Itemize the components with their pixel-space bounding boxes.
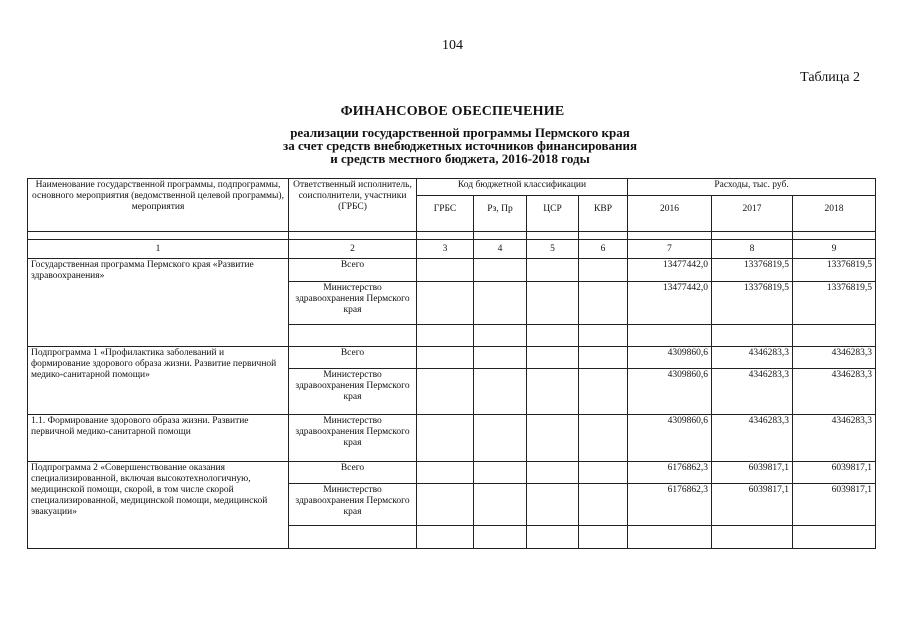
value-2016: 13477442,0: [628, 259, 712, 282]
table-row: [28, 415, 876, 462]
value-2018: 4346283,3: [793, 347, 876, 369]
program-name: Подпрограмма 2 «Совершенствование оказания специализированной, включая высокотехнологичную, медицинской помощи, скорой, в том числе скорой специализированной, медицинской помощи, медицинской эвакуации»: [28, 462, 289, 549]
col-number: 5: [527, 240, 579, 259]
value-2018: 13376819,5: [793, 259, 876, 282]
column-number-row: [28, 240, 876, 259]
value-2017: 6039817,1: [712, 484, 793, 526]
page-number: 104: [442, 38, 463, 53]
executor-cell: Министерство здравоохранения Пермского края: [289, 484, 417, 526]
col-number: 4: [474, 240, 527, 259]
header-kvr: КВР: [579, 196, 628, 232]
table-label: Таблица 2: [800, 70, 860, 85]
program-block: [28, 259, 876, 347]
executor-cell: Всего: [289, 462, 417, 484]
subtitle-line-2: за счет средств внебюджетных источников финансирования: [282, 138, 638, 153]
col-number: 9: [793, 240, 876, 259]
table-row: [28, 259, 876, 282]
value-2016: 4309860,6: [628, 369, 712, 415]
header-rz-pr: Рз, Пр: [474, 196, 527, 232]
value-2018: 13376819,5: [793, 282, 876, 325]
table-row: [28, 347, 876, 369]
value-2017: 6039817,1: [712, 462, 793, 484]
col-number: 8: [712, 240, 793, 259]
col-number: 2: [289, 240, 417, 259]
activity-block: [28, 415, 876, 462]
value-2016: 6176862,3: [628, 484, 712, 526]
table-row: [28, 462, 876, 484]
subprogram-block: [28, 462, 876, 549]
value-2016: 4309860,6: [628, 347, 712, 369]
executor-cell: Всего: [289, 347, 417, 369]
document-subtitle: [200, 126, 720, 165]
subtitle-line-3: и средств местного бюджета, 2016-2018 годы: [330, 151, 590, 166]
col-number: 1: [28, 240, 289, 259]
value-2017: 13376819,5: [712, 259, 793, 282]
header-grbs: ГРБС: [417, 196, 474, 232]
executor-cell: Всего: [289, 259, 417, 282]
header-budget-code: Код бюджетной классификации: [417, 179, 628, 196]
value-2018: 6039817,1: [793, 484, 876, 526]
col-number: 3: [417, 240, 474, 259]
header-executor: Ответственный исполнитель, соисполнители, участники (ГРБС): [289, 179, 417, 232]
header-name: Наименование государственной программы, подпрограммы, основного мероприятия (ведомственной целевой программы), мероприятия: [28, 179, 289, 232]
header-expenses: Расходы, тыс. руб.: [628, 179, 876, 196]
subprogram-block: [28, 347, 876, 415]
value-2016: 4309860,6: [628, 415, 712, 462]
header-year-2017: 2017: [712, 196, 793, 232]
document-title: ФИНАНСОВОЕ ОБЕСПЕЧЕНИЕ: [340, 104, 565, 119]
col-number: 7: [628, 240, 712, 259]
program-name: 1.1. Формирование здорового образа жизни. Развитие первичной медико-санитарной помощи: [28, 415, 289, 462]
value-2018: 4346283,3: [793, 369, 876, 415]
program-name: Государственная программа Пермского края «Развитие здравоохранения»: [28, 259, 289, 347]
program-name: Подпрограмма 1 «Профилактика заболеваний и формирование здорового образа жизни. Развитие первичной медико-санитарной помощи»: [28, 347, 289, 415]
header-year-2016: 2016: [628, 196, 712, 232]
executor-cell: Министерство здравоохранения Пермского края: [289, 369, 417, 415]
value-2018: 4346283,3: [793, 415, 876, 462]
value-2017: 4346283,3: [712, 415, 793, 462]
value-2018: 6039817,1: [793, 462, 876, 484]
value-2017: 4346283,3: [712, 369, 793, 415]
executor-cell: Министерство здравоохранения Пермского края: [289, 415, 417, 462]
value-2016: 6176862,3: [628, 462, 712, 484]
col-number: 6: [579, 240, 628, 259]
value-2017: 13376819,5: [712, 282, 793, 325]
header-csr: ЦСР: [527, 196, 579, 232]
value-2016: 13477442,0: [628, 282, 712, 325]
value-2017: 4346283,3: [712, 347, 793, 369]
subtitle-line-1: реализации государственной программы Пермского края: [290, 125, 630, 140]
executor-cell: Министерство здравоохранения Пермского края: [289, 282, 417, 325]
header-year-2018: 2018: [793, 196, 876, 232]
financing-table: [27, 178, 876, 549]
table-header: [28, 179, 876, 259]
